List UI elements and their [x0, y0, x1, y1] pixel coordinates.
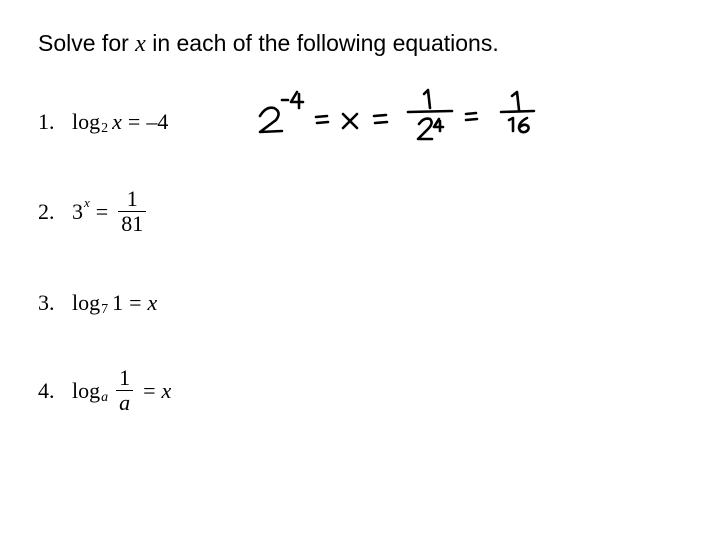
hw-digit-1 — [512, 92, 519, 110]
problem-number: 1. — [38, 109, 55, 134]
log-base: a — [101, 389, 109, 405]
denominator: 81 — [118, 211, 146, 236]
problem-number: 2. — [38, 198, 55, 224]
log-argument: 1 — [112, 290, 124, 315]
log-base: 2 — [101, 121, 109, 136]
equals-sign: = — [95, 198, 109, 224]
hw-equals — [466, 113, 477, 120]
power-exponent: x — [84, 194, 90, 210]
equals-sign: = — [127, 109, 141, 134]
problem-3 — [38, 290, 157, 316]
hw-equals — [374, 115, 387, 123]
numerator: 1 — [119, 365, 131, 390]
hw-digit-2 — [418, 119, 432, 139]
heading-suffix: in each of the following equations. — [145, 30, 499, 56]
hw-fraction-bar — [408, 111, 452, 112]
right-hand-side: –4 — [146, 109, 169, 134]
hw-fraction-bar — [501, 111, 534, 112]
variable: x — [112, 109, 122, 134]
problem-number: 4. — [38, 377, 55, 403]
heading-variable: x — [135, 31, 146, 57]
hw-digit-4 — [434, 119, 443, 131]
problem-number: 3. — [38, 290, 55, 315]
right-hand-side: x — [147, 290, 158, 315]
hw-digit-2 — [260, 108, 282, 132]
denominator: a — [116, 390, 133, 415]
equals-sign: = — [143, 377, 156, 403]
hw-digit-4 — [291, 92, 303, 108]
problem-2 — [38, 187, 150, 236]
problem-4 — [38, 366, 171, 415]
equals-sign: = — [129, 290, 142, 315]
fraction — [116, 366, 133, 415]
numerator: 1 — [126, 186, 138, 211]
power-base: 3 — [72, 198, 83, 224]
problem-1 — [38, 109, 168, 135]
right-hand-side: x — [161, 377, 172, 403]
instructions-heading — [38, 30, 499, 58]
hw-equals — [316, 116, 328, 123]
hw-digit-1 — [509, 118, 513, 131]
heading-prefix: Solve for — [38, 30, 136, 56]
log-function: log — [72, 109, 101, 134]
fraction — [118, 187, 146, 236]
hw-digit-6 — [519, 118, 529, 132]
log-function: log — [72, 377, 101, 403]
hw-x — [343, 114, 357, 128]
hw-digit-1 — [424, 90, 430, 108]
log-function: log — [72, 290, 101, 315]
log-base: 7 — [101, 302, 109, 317]
